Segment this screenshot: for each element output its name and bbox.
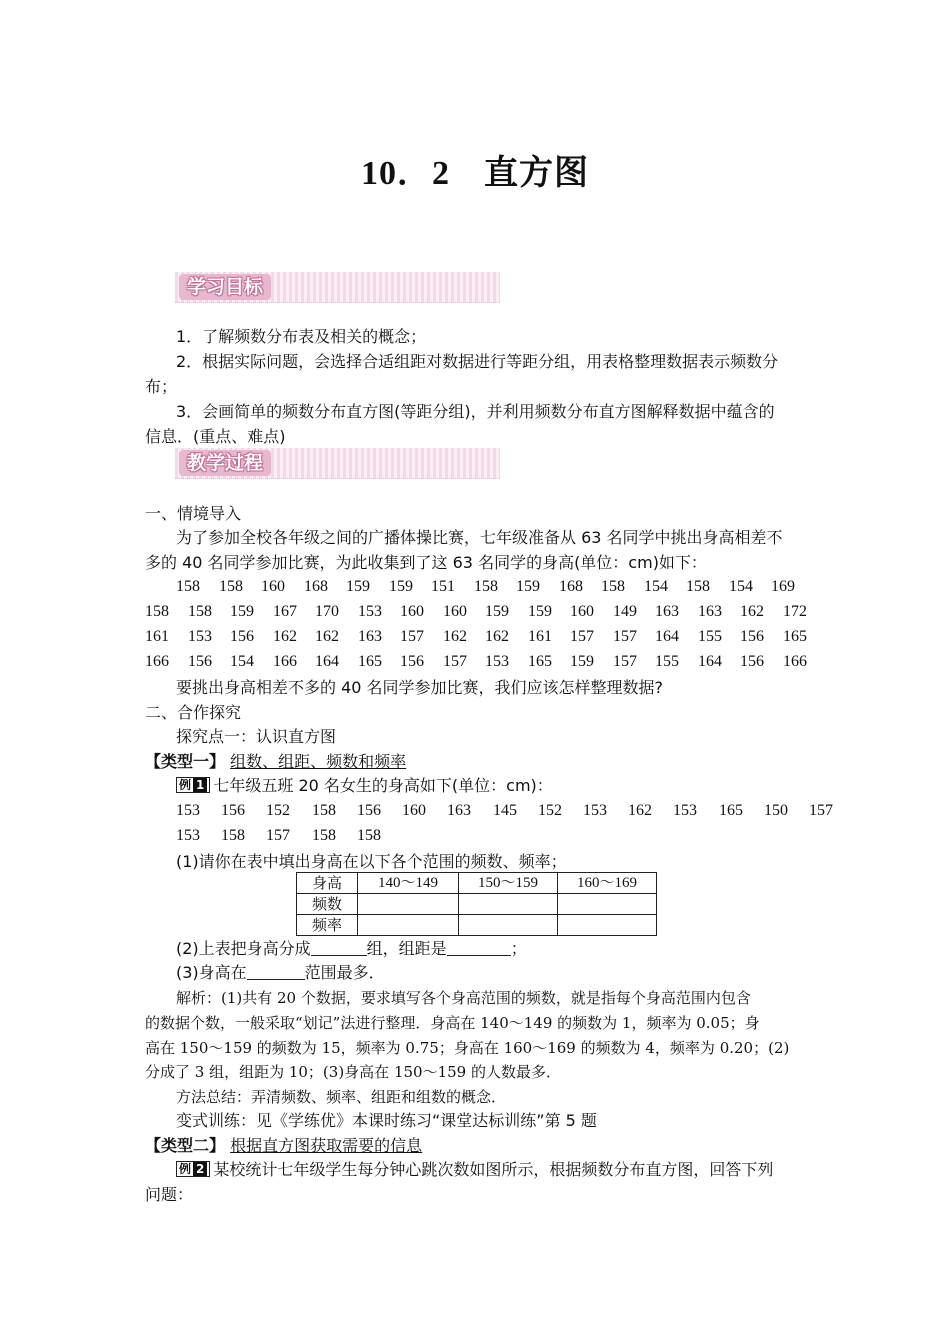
number-value: 154 <box>729 578 753 595</box>
explore-heading: 二、合作探究 <box>145 703 242 722</box>
variant-training: 变式训练：见《学练优》本课时练习“课堂达标训练”第 5 题 <box>176 1111 597 1130</box>
number-value: 158 <box>221 827 245 844</box>
number-value: 163 <box>358 628 382 645</box>
number-value: 170 <box>315 603 339 620</box>
goal-3-cont: 信息．(重点、难点) <box>145 427 286 446</box>
question-2: (2)上表把身高分成 组，组距是 ； <box>176 939 527 958</box>
goals-banner-label: 学习目标 <box>179 274 271 300</box>
number-value: 172 <box>783 603 807 620</box>
number-value: 156 <box>230 628 254 645</box>
number-value: 160 <box>400 603 424 620</box>
number-value: 157 <box>443 653 467 670</box>
number-value: 157 <box>613 653 637 670</box>
number-value: 157 <box>400 628 424 645</box>
number-value: 155 <box>655 653 679 670</box>
number-value: 165 <box>358 653 382 670</box>
number-value: 158 <box>176 578 200 595</box>
number-value: 158 <box>686 578 710 595</box>
number-value: 149 <box>613 603 637 620</box>
example-2-text: 某校统计七年级学生每分钟心跳次数如图所示，根据频数分布直方图，回答下列 <box>213 1160 774 1179</box>
number-value: 160 <box>443 603 467 620</box>
table-cell <box>459 894 558 915</box>
number-value: 160 <box>570 603 594 620</box>
table-header-cell: 150～159 <box>459 873 558 894</box>
number-value: 165 <box>719 802 743 819</box>
number-value: 154 <box>644 578 668 595</box>
goal-3: 3．会画简单的频数分布直方图(等距分组)，并利用频数分布直方图解释数据中蕴含的 <box>176 402 775 421</box>
table-row-label: 频率 <box>297 915 358 936</box>
number-row <box>145 575 807 599</box>
table-row <box>297 915 657 936</box>
number-value: 153 <box>176 802 200 819</box>
number-value: 153 <box>176 827 200 844</box>
goal-1: 1．了解频数分布表及相关的概念； <box>176 327 427 346</box>
number-value: 164 <box>655 628 679 645</box>
intro-question: 要挑出身高相差不多的 40 名同学参加比赛，我们应该怎样整理数据? <box>176 678 664 697</box>
number-value: 156 <box>740 628 764 645</box>
number-value: 166 <box>273 653 297 670</box>
number-row <box>145 799 833 823</box>
number-value: 158 <box>474 578 498 595</box>
intro-paragraph-2: 多的 40 名同学参加比赛，为此收集到了这 63 名同学的身高(单位：cm)如下： <box>145 553 707 572</box>
table-cell <box>558 894 657 915</box>
number-value: 163 <box>698 603 722 620</box>
number-value: 160 <box>261 578 285 595</box>
number-row <box>145 824 807 848</box>
number-value: 169 <box>771 578 795 595</box>
table-row-label: 频数 <box>297 894 358 915</box>
number-value: 155 <box>698 628 722 645</box>
example-1-text: 七年级五班 20 名女生的身高如下(单位：cm)： <box>213 776 553 795</box>
number-value: 159 <box>570 653 594 670</box>
process-banner <box>175 448 500 479</box>
number-value: 153 <box>673 802 697 819</box>
number-value: 153 <box>358 603 382 620</box>
number-row <box>145 650 807 674</box>
type-2-title: 根据直方图获取需要的信息 <box>230 1136 423 1155</box>
intro-heading: 一、情境导入 <box>145 504 242 523</box>
frequency-table <box>296 872 657 936</box>
table-row <box>297 894 657 915</box>
number-value: 164 <box>698 653 722 670</box>
type-2-heading <box>145 1134 422 1158</box>
number-value: 162 <box>315 628 339 645</box>
number-value: 163 <box>447 802 471 819</box>
number-row <box>145 625 807 649</box>
number-value: 162 <box>273 628 297 645</box>
number-value: 156 <box>188 653 212 670</box>
type-1-label: 【类型一】 <box>145 752 226 771</box>
number-value: 162 <box>485 628 509 645</box>
table-cell <box>358 894 459 915</box>
title-text: 直方图 <box>484 153 589 193</box>
number-value: 161 <box>528 628 552 645</box>
table-header-cell: 140～149 <box>358 873 459 894</box>
number-value: 166 <box>783 653 807 670</box>
question-1: (1)请你在表中填出身高在以下各个范围的频数、频率； <box>176 852 567 871</box>
goal-2-cont: 布； <box>145 377 178 396</box>
analysis-line-3: 高在 150～159 的频数为 15，频率为 0.75；身高在 160～169 的频数为 4，频率为 0.20；(2) <box>145 1039 790 1057</box>
number-value: 157 <box>266 827 290 844</box>
number-value: 158 <box>357 827 381 844</box>
number-value: 159 <box>528 603 552 620</box>
number-value: 150 <box>764 802 788 819</box>
number-value: 153 <box>485 653 509 670</box>
number-value: 157 <box>809 802 833 819</box>
number-value: 168 <box>559 578 583 595</box>
intro-paragraph-1: 为了参加全校各年级之间的广播体操比赛，七年级准备从 63 名同学中挑出身高相差不 <box>176 528 783 547</box>
table-row <box>297 873 657 894</box>
number-value: 157 <box>570 628 594 645</box>
number-value: 168 <box>304 578 328 595</box>
number-value: 158 <box>312 827 336 844</box>
number-value: 166 <box>145 653 169 670</box>
number-value: 158 <box>145 603 169 620</box>
analysis-line-2: 的数据个数，一般采取“划记”法进行整理．身高在 140～149 的频数为 1，频率为 0.05；身 <box>145 1014 760 1032</box>
number-value: 159 <box>485 603 509 620</box>
number-value: 156 <box>740 653 764 670</box>
table-header-cell: 身高 <box>297 873 358 894</box>
number-value: 164 <box>315 653 339 670</box>
number-value: 159 <box>516 578 540 595</box>
goal-2: 2．根据实际问题，会选择合适组距对数据进行等距分组，用表格整理数据表示频数分 <box>176 352 779 371</box>
analysis-line-1: 解析：(1)共有 20 个数据，要求填写各个身高范围的频数，就是指每个身高范围内包含 <box>176 989 751 1007</box>
table-cell <box>558 915 657 936</box>
number-value: 151 <box>431 578 455 595</box>
number-value: 152 <box>266 802 290 819</box>
answer-blank[interactable] <box>247 963 305 980</box>
type-1-title: 组数、组距、频数和频率 <box>230 752 407 771</box>
answer-blank[interactable] <box>447 939 511 956</box>
number-value: 161 <box>145 628 169 645</box>
answer-blank[interactable] <box>311 939 367 956</box>
number-value: 160 <box>402 802 426 819</box>
process-banner-label: 教学过程 <box>179 450 271 476</box>
number-value: 153 <box>583 802 607 819</box>
number-value: 157 <box>613 628 637 645</box>
number-value: 153 <box>188 628 212 645</box>
number-value: 154 <box>230 653 254 670</box>
number-value: 162 <box>628 802 652 819</box>
table-cell <box>459 915 558 936</box>
number-row <box>145 600 807 624</box>
number-value: 156 <box>357 802 381 819</box>
goals-banner <box>175 272 500 303</box>
number-value: 165 <box>528 653 552 670</box>
type-2-label: 【类型二】 <box>145 1136 226 1155</box>
page-title <box>0 145 950 194</box>
type-1-heading <box>145 750 406 774</box>
example-1-badge: 例 1 <box>176 777 210 793</box>
number-value: 159 <box>389 578 413 595</box>
number-value: 156 <box>400 653 424 670</box>
table-header-cell: 160～169 <box>558 873 657 894</box>
number-value: 162 <box>443 628 467 645</box>
number-value: 158 <box>219 578 243 595</box>
example-2-badge: 例 2 <box>176 1161 210 1177</box>
explore-point-1: 探究点一：认识直方图 <box>176 727 337 746</box>
title-number: 10．2 <box>361 155 450 192</box>
question-3: (3)身高在 范围最多． <box>176 963 385 982</box>
number-value: 162 <box>740 603 764 620</box>
example-2 <box>176 1158 773 1182</box>
example-1 <box>176 774 553 798</box>
number-value: 158 <box>312 802 336 819</box>
number-value: 158 <box>188 603 212 620</box>
number-value: 159 <box>346 578 370 595</box>
table-cell <box>358 915 459 936</box>
number-value: 156 <box>221 802 245 819</box>
example-2-cont: 问题： <box>145 1185 194 1204</box>
number-value: 165 <box>783 628 807 645</box>
number-value: 163 <box>655 603 679 620</box>
number-value: 145 <box>493 802 517 819</box>
number-value: 159 <box>230 603 254 620</box>
number-value: 167 <box>273 603 297 620</box>
number-value: 158 <box>601 578 625 595</box>
analysis-line-4: 分成了 3 组，组距为 10；(3)身高在 150～159 的人数最多． <box>145 1063 561 1081</box>
method-summary: 方法总结：弄清频数、频率、组距和组数的概念． <box>176 1088 507 1106</box>
number-value: 152 <box>538 802 562 819</box>
